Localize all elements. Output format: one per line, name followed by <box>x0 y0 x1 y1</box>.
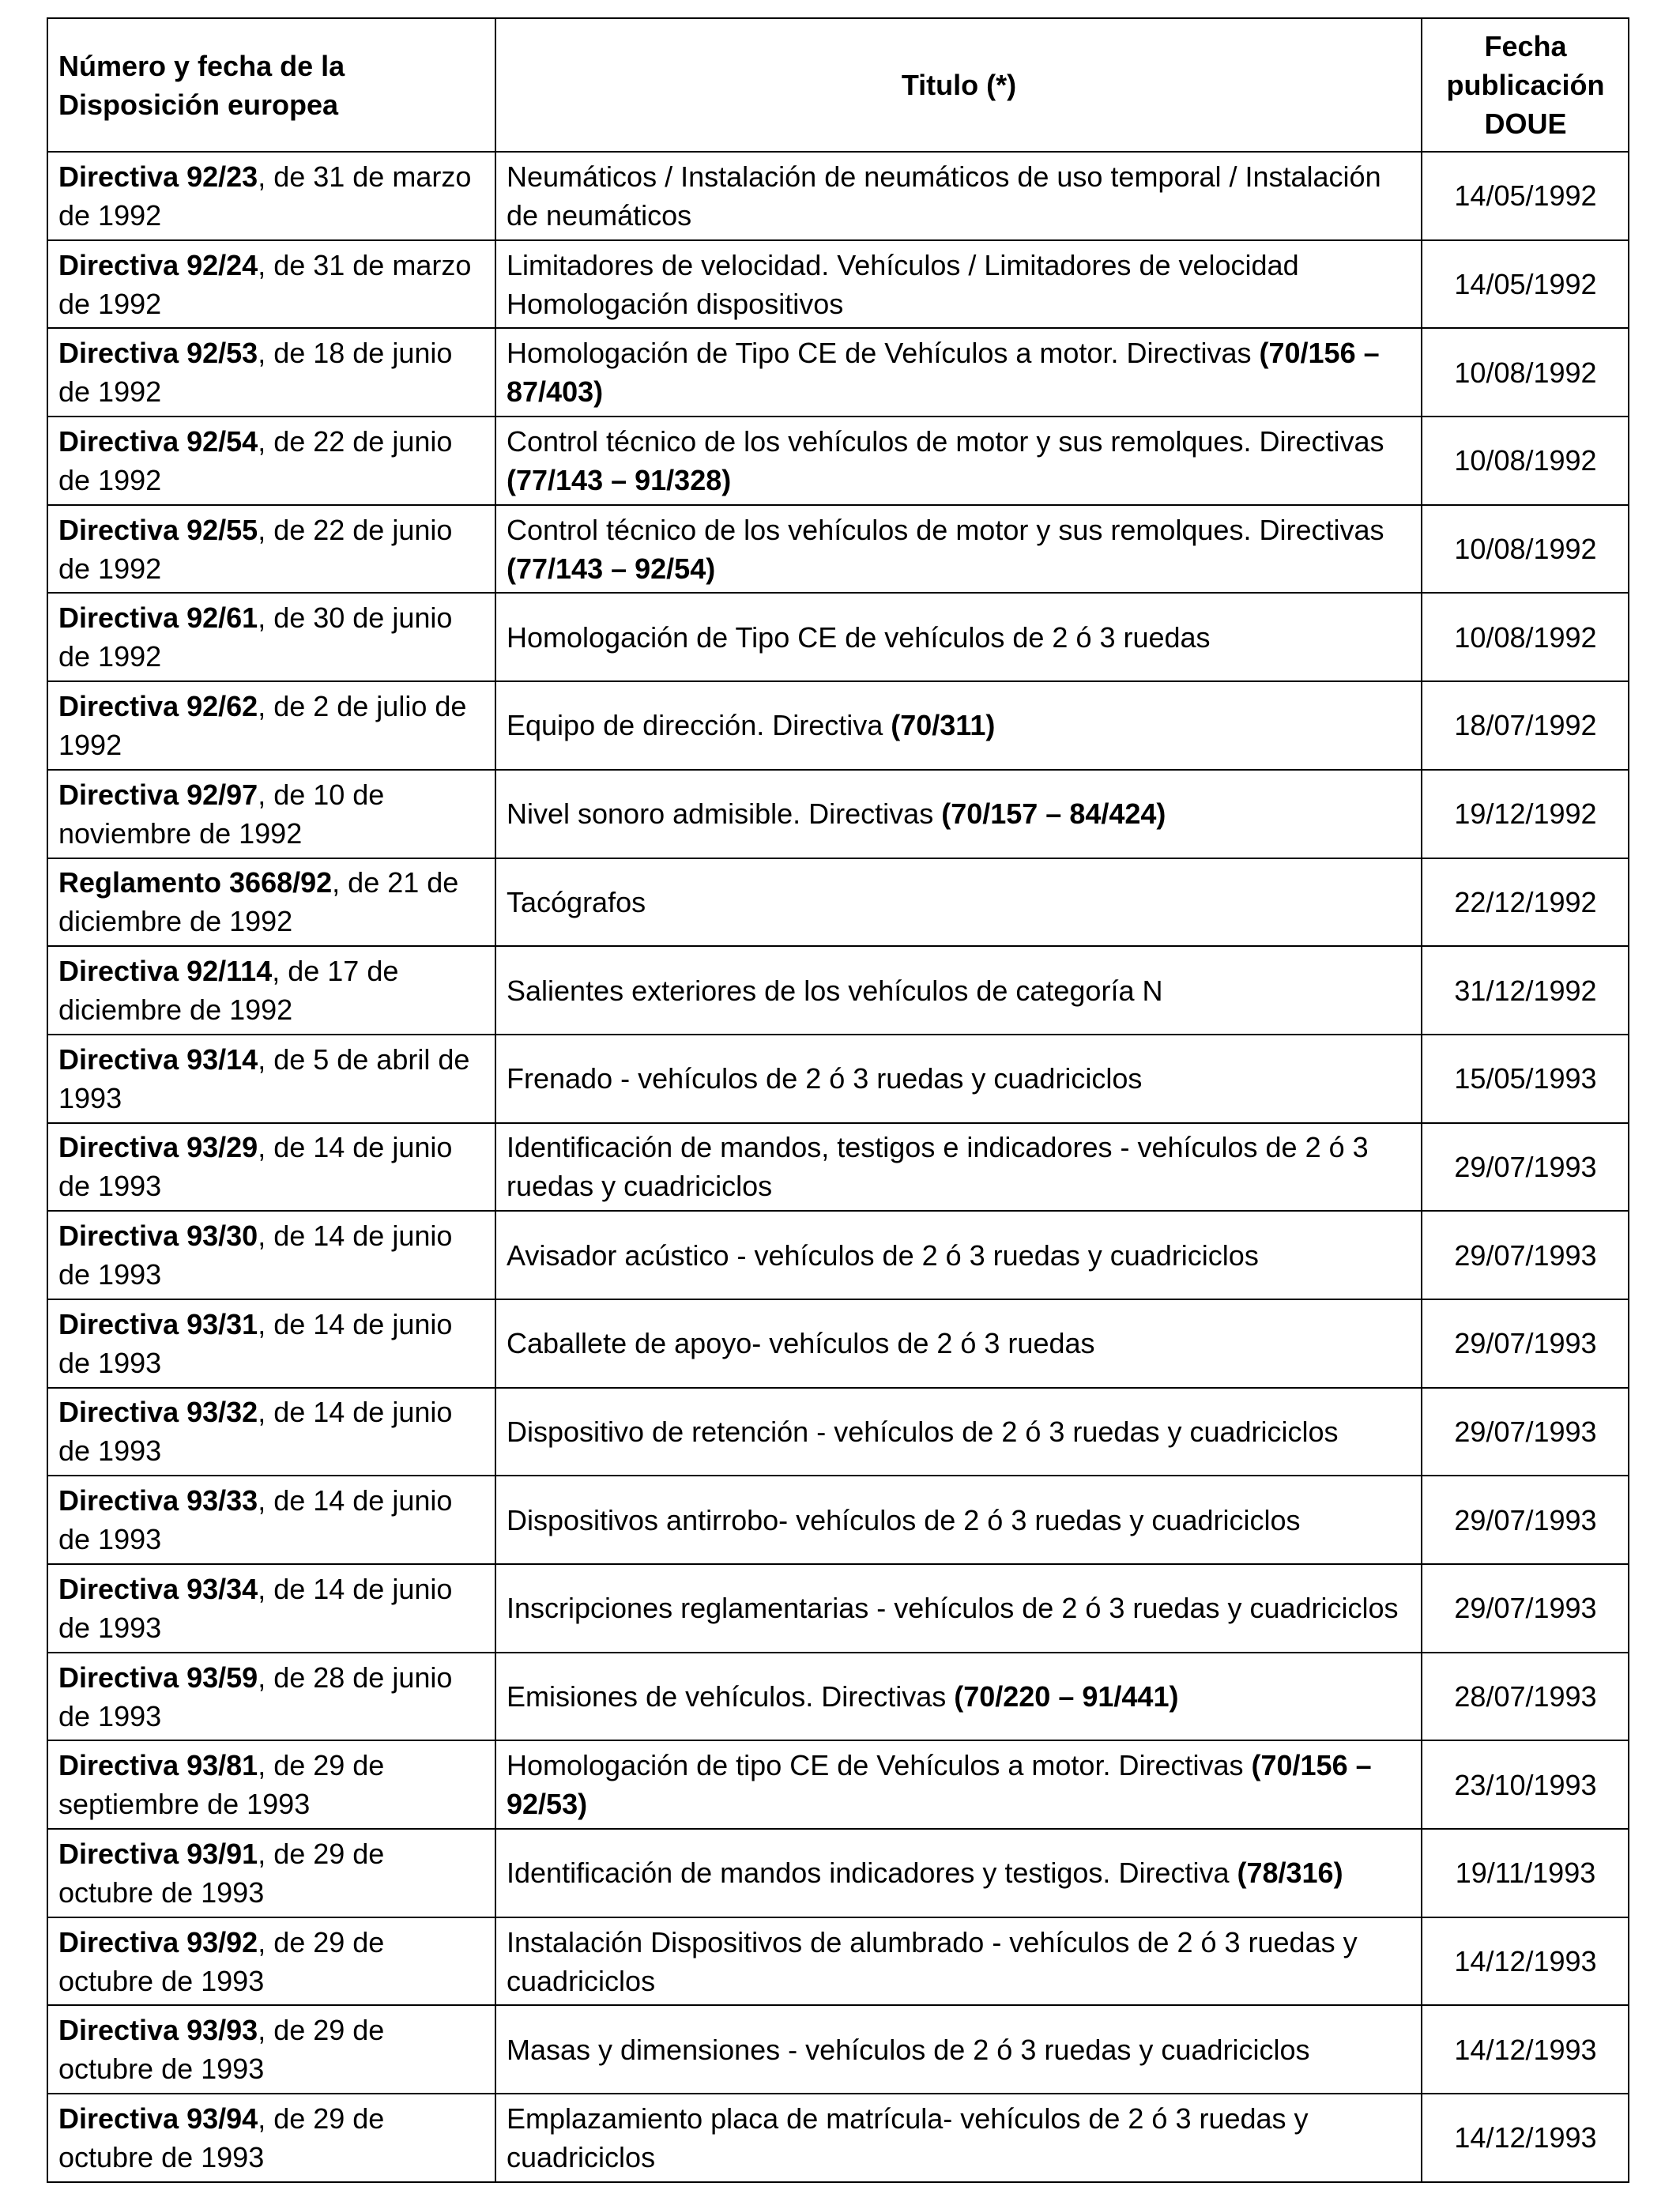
cell-disposicion <box>47 328 495 417</box>
cell-disposicion <box>47 1653 495 1741</box>
table-row <box>47 1123 1629 1212</box>
table-row <box>47 858 1629 947</box>
titulo-text: Homologación de Tipo CE de Vehículos a motor. Directivas <box>507 337 1260 370</box>
cell-fecha-publicacion: 19/12/1992 <box>1422 770 1629 858</box>
table-row <box>47 1917 1629 2006</box>
cell-fecha-publicacion: 28/07/1993 <box>1422 1653 1629 1741</box>
cell-fecha-publicacion: 23/10/1993 <box>1422 1740 1629 1829</box>
cell-disposicion <box>47 2094 495 2182</box>
cell-titulo <box>495 2005 1422 2094</box>
cell-titulo <box>495 858 1422 947</box>
cell-fecha-publicacion: 14/12/1993 <box>1422 2094 1629 2182</box>
titulo-text: Identificación de mandos indicadores y testigos. Directiva <box>507 1857 1237 1890</box>
table-row <box>47 1829 1629 1917</box>
cell-disposicion <box>47 1299 495 1388</box>
disposicion-ref: Directiva 93/14 <box>58 1042 258 1076</box>
disposicion-date: , de 29 de octubre de 1993 <box>58 2014 385 2086</box>
titulo-text: Identificación de mandos, testigos e indicadores - vehículos de 2 ó 3 ruedas y cuadriciclos <box>507 1131 1369 1203</box>
cell-titulo <box>495 2094 1422 2182</box>
table-row <box>47 1211 1629 1299</box>
cell-fecha-publicacion: 14/12/1993 <box>1422 2005 1629 2094</box>
disposicion-date: , de 29 de octubre de 1993 <box>58 1837 385 1909</box>
cell-fecha-publicacion: 10/08/1992 <box>1422 593 1629 681</box>
titulo-text: Tacógrafos <box>507 885 646 918</box>
titulo-directive-ref: (78/316) <box>1237 1857 1343 1890</box>
cell-disposicion <box>47 946 495 1035</box>
cell-disposicion <box>47 1211 495 1299</box>
titulo-text: Equipo de dirección. Directiva <box>507 709 891 742</box>
table-row <box>47 946 1629 1035</box>
titulo-directive-ref: (70/156 – 87/403) <box>507 337 1380 409</box>
disposicion-ref: Directiva 93/91 <box>58 1837 258 1870</box>
table-row <box>47 417 1629 505</box>
cell-disposicion <box>47 1388 495 1476</box>
disposicion-date: , de 14 de junio de 1993 <box>58 1484 453 1556</box>
titulo-directive-ref: (70/311) <box>891 709 996 742</box>
cell-titulo <box>495 770 1422 858</box>
cell-fecha-publicacion: 29/07/1993 <box>1422 1299 1629 1388</box>
cell-titulo <box>495 1476 1422 1564</box>
titulo-directive-ref: (70/157 – 84/424) <box>941 797 1166 831</box>
disposicion-date: , de 14 de junio de 1993 <box>58 1131 453 1203</box>
titulo-text: Instalación Dispositivos de alumbrado - vehículos de 2 ó 3 ruedas y cuadriciclos <box>507 1925 1358 1997</box>
cell-disposicion <box>47 770 495 858</box>
disposicion-date: , de 17 de diciembre de 1992 <box>58 955 399 1027</box>
cell-titulo <box>495 152 1422 240</box>
cell-fecha-publicacion: 29/07/1993 <box>1422 1564 1629 1653</box>
table-header-row <box>47 18 1629 152</box>
header-numero: Número y fecha de la Disposición europea <box>47 18 495 152</box>
table-row <box>47 152 1629 240</box>
disposicion-date: , de 14 de junio de 1993 <box>58 1572 453 1644</box>
titulo-text: Limitadores de velocidad. Vehículos / Limitadores de velocidad Homologación dispositivos <box>507 248 1299 320</box>
cell-disposicion <box>47 681 495 770</box>
titulo-text: Emplazamiento placa de matrícula- vehículos de 2 ó 3 ruedas y cuadriciclos <box>507 2102 1309 2173</box>
disposicion-date: , de 5 de abril de 1993 <box>58 1042 470 1114</box>
titulo-directive-ref: (77/143 – 91/328) <box>507 463 732 496</box>
document-page <box>47 17 1628 2183</box>
cell-disposicion <box>47 593 495 681</box>
cell-titulo <box>495 1211 1422 1299</box>
titulo-directive-ref: (70/156 – 92/53) <box>507 1749 1372 1821</box>
cell-disposicion <box>47 1829 495 1917</box>
cell-disposicion <box>47 1035 495 1123</box>
disposicion-ref: Directiva 92/24 <box>58 248 258 281</box>
disposicion-date: , de 22 de junio de 1992 <box>58 424 453 496</box>
cell-fecha-publicacion: 18/07/1992 <box>1422 681 1629 770</box>
table-row <box>47 681 1629 770</box>
cell-titulo <box>495 1299 1422 1388</box>
disposicion-date: , de 30 de junio de 1992 <box>58 601 453 673</box>
disposicion-ref: Directiva 92/53 <box>58 337 258 370</box>
cell-titulo <box>495 681 1422 770</box>
disposicion-ref: Directiva 93/33 <box>58 1484 258 1517</box>
table-row <box>47 1388 1629 1476</box>
directives-table <box>47 17 1629 2183</box>
cell-fecha-publicacion: 22/12/1992 <box>1422 858 1629 947</box>
table-row <box>47 2005 1629 2094</box>
titulo-text: Frenado - vehículos de 2 ó 3 ruedas y cuadriciclos <box>507 1062 1143 1095</box>
disposicion-date: , de 31 de marzo de 1992 <box>58 160 472 232</box>
disposicion-date: , de 22 de junio de 1992 <box>58 513 453 585</box>
titulo-text: Caballete de apoyo- vehículos de 2 ó 3 ruedas <box>507 1327 1095 1360</box>
titulo-text: Inscripciones reglamentarias - vehículos de 2 ó 3 ruedas y cuadriciclos <box>507 1592 1399 1625</box>
cell-disposicion <box>47 505 495 594</box>
cell-titulo <box>495 328 1422 417</box>
header-titulo: Titulo (*) <box>495 18 1422 152</box>
disposicion-date: , de 18 de junio de 1992 <box>58 337 453 409</box>
cell-titulo <box>495 1829 1422 1917</box>
disposicion-ref: Directiva 93/29 <box>58 1131 258 1164</box>
cell-titulo <box>495 240 1422 329</box>
cell-disposicion <box>47 417 495 505</box>
titulo-text: Homologación de tipo CE de Vehículos a motor. Directivas <box>507 1749 1252 1782</box>
cell-disposicion <box>47 1123 495 1212</box>
disposicion-date: , de 14 de junio de 1993 <box>58 1307 453 1379</box>
disposicion-ref: Directiva 93/93 <box>58 2014 258 2047</box>
disposicion-date: , de 29 de octubre de 1993 <box>58 2102 385 2173</box>
disposicion-ref: Directiva 93/30 <box>58 1220 258 1253</box>
disposicion-date: , de 14 de junio de 1993 <box>58 1396 453 1468</box>
titulo-text: Emisiones de vehículos. Directivas <box>507 1680 955 1713</box>
cell-fecha-publicacion: 29/07/1993 <box>1422 1476 1629 1564</box>
cell-fecha-publicacion: 10/08/1992 <box>1422 505 1629 594</box>
titulo-text: Avisador acústico - vehículos de 2 ó 3 ruedas y cuadriciclos <box>507 1238 1259 1272</box>
disposicion-ref: Directiva 92/55 <box>58 513 258 546</box>
titulo-text: Homologación de Tipo CE de vehículos de 2 ó 3 ruedas <box>507 620 1211 654</box>
disposicion-ref: Directiva 93/31 <box>58 1307 258 1340</box>
cell-titulo <box>495 593 1422 681</box>
cell-fecha-publicacion: 19/11/1993 <box>1422 1829 1629 1917</box>
cell-fecha-publicacion: 14/12/1993 <box>1422 1917 1629 2006</box>
disposicion-ref: Directiva 93/32 <box>58 1396 258 1429</box>
cell-titulo <box>495 1035 1422 1123</box>
titulo-text: Control técnico de los vehículos de motor y sus remolques. Directivas <box>507 513 1384 546</box>
disposicion-ref: Directiva 92/114 <box>58 955 273 988</box>
disposicion-ref: Reglamento 3668/92 <box>58 866 333 899</box>
disposicion-date: , de 14 de junio de 1993 <box>58 1220 453 1291</box>
cell-titulo <box>495 1917 1422 2006</box>
table-row <box>47 1564 1629 1653</box>
table-row <box>47 240 1629 329</box>
disposicion-date: , de 29 de septiembre de 1993 <box>58 1749 385 1821</box>
titulo-text: Salientes exteriores de los vehículos de categoría N <box>507 974 1163 1007</box>
cell-titulo <box>495 1123 1422 1212</box>
titulo-text: Neumáticos / Instalación de neumáticos de uso temporal / Instalación de neumáticos <box>507 160 1381 232</box>
table-row <box>47 1476 1629 1564</box>
disposicion-ref: Directiva 93/92 <box>58 1925 258 1958</box>
cell-fecha-publicacion: 14/05/1992 <box>1422 152 1629 240</box>
cell-titulo <box>495 1388 1422 1476</box>
disposicion-date: , de 21 de diciembre de 1992 <box>58 866 459 938</box>
cell-fecha-publicacion: 29/07/1993 <box>1422 1388 1629 1476</box>
cell-fecha-publicacion: 10/08/1992 <box>1422 328 1629 417</box>
disposicion-date: , de 10 de noviembre de 1992 <box>58 778 385 850</box>
cell-fecha-publicacion: 29/07/1993 <box>1422 1123 1629 1212</box>
titulo-text: Control técnico de los vehículos de motor y sus remolques. Directivas <box>507 424 1384 458</box>
cell-fecha-publicacion: 15/05/1993 <box>1422 1035 1629 1123</box>
cell-fecha-publicacion: 10/08/1992 <box>1422 417 1629 505</box>
cell-disposicion <box>47 1564 495 1653</box>
titulo-text: Dispositivos antirrobo- vehículos de 2 ó 3 ruedas y cuadriciclos <box>507 1503 1301 1536</box>
cell-fecha-publicacion: 31/12/1992 <box>1422 946 1629 1035</box>
cell-titulo <box>495 1564 1422 1653</box>
table-row <box>47 1740 1629 1829</box>
titulo-text: Dispositivo de retención - vehículos de 2 ó 3 ruedas y cuadriciclos <box>507 1415 1339 1448</box>
cell-titulo <box>495 1740 1422 1829</box>
disposicion-ref: Directiva 92/97 <box>58 778 258 811</box>
disposicion-ref: Directiva 93/59 <box>58 1661 258 1694</box>
cell-disposicion <box>47 1476 495 1564</box>
cell-fecha-publicacion: 14/05/1992 <box>1422 240 1629 329</box>
table-row <box>47 328 1629 417</box>
table-row <box>47 2094 1629 2182</box>
cell-titulo <box>495 505 1422 594</box>
titulo-text: Masas y dimensiones - vehículos de 2 ó 3 ruedas y cuadriciclos <box>507 2033 1310 2066</box>
cell-titulo <box>495 946 1422 1035</box>
table-row <box>47 593 1629 681</box>
table-row <box>47 1653 1629 1741</box>
titulo-directive-ref: (77/143 – 92/54) <box>507 552 716 585</box>
cell-titulo <box>495 417 1422 505</box>
table-row <box>47 1035 1629 1123</box>
table-row <box>47 770 1629 858</box>
disposicion-date: , de 2 de julio de 1992 <box>58 689 467 761</box>
disposicion-ref: Directiva 93/34 <box>58 1572 258 1605</box>
disposicion-date: , de 31 de marzo de 1992 <box>58 248 472 320</box>
table-row <box>47 1299 1629 1388</box>
titulo-directive-ref: (70/220 – 91/441) <box>954 1680 1179 1713</box>
disposicion-ref: Directiva 92/54 <box>58 424 258 458</box>
disposicion-date: , de 28 de junio de 1993 <box>58 1661 453 1732</box>
cell-disposicion <box>47 2005 495 2094</box>
disposicion-date: , de 29 de octubre de 1993 <box>58 1925 385 1997</box>
cell-disposicion <box>47 152 495 240</box>
cell-fecha-publicacion: 29/07/1993 <box>1422 1211 1629 1299</box>
cell-disposicion <box>47 858 495 947</box>
disposicion-ref: Directiva 92/62 <box>58 689 258 722</box>
cell-disposicion <box>47 240 495 329</box>
table-row <box>47 505 1629 594</box>
disposicion-ref: Directiva 93/81 <box>58 1749 258 1782</box>
titulo-text: Nivel sonoro admisible. Directivas <box>507 797 942 831</box>
cell-disposicion <box>47 1740 495 1829</box>
disposicion-ref: Directiva 92/23 <box>58 160 258 193</box>
disposicion-ref: Directiva 93/94 <box>58 2102 258 2135</box>
disposicion-ref: Directiva 92/61 <box>58 601 258 635</box>
header-fecha: Fecha publicación DOUE <box>1422 18 1629 152</box>
cell-titulo <box>495 1653 1422 1741</box>
cell-disposicion <box>47 1917 495 2006</box>
